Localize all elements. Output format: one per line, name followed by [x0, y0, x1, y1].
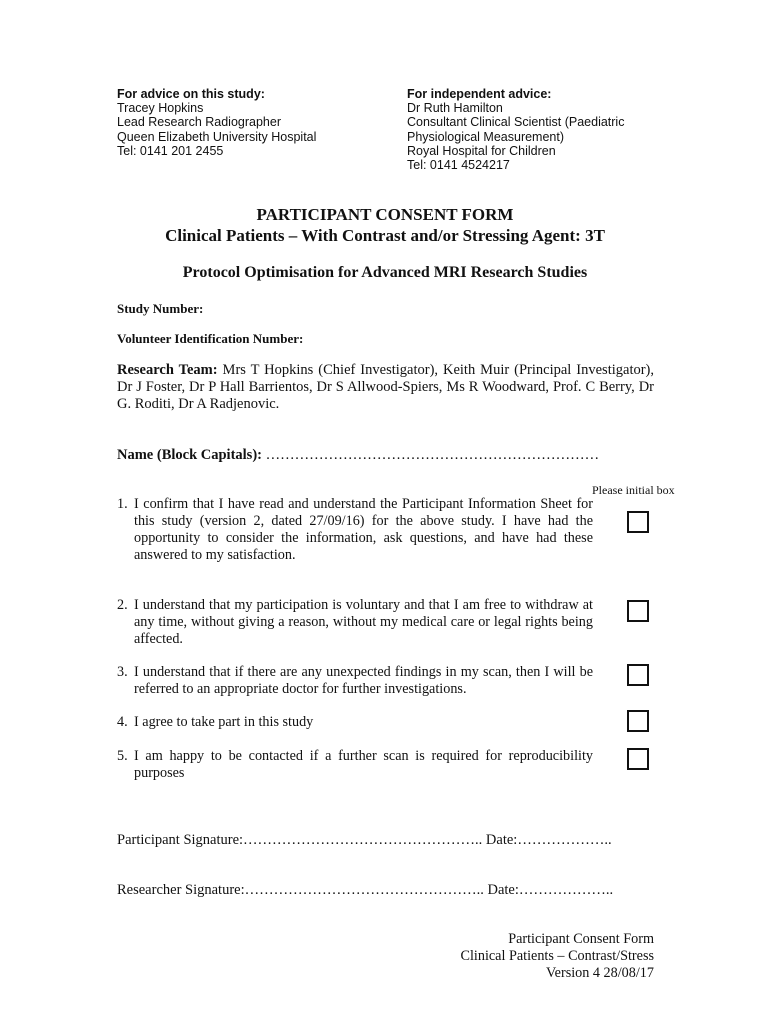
- initial-box-1[interactable]: [627, 511, 649, 533]
- researcher-signature-line[interactable]: Researcher Signature:………………………………………….. Date:………………..: [117, 882, 614, 898]
- independent-contact-role-cont: Physiological Measurement): [407, 129, 565, 144]
- research-team-members: Mrs T Hopkins (Chief Investigator), Keith Muir (Principal Investigator), Dr J Foster, Dr P Hall Barrientos, Dr S Allwood-Spiers, Ms R Woodward, Prof. C Berry, Dr G. Roditi, Dr A Radjenovic.: [117, 362, 655, 412]
- consent-item-number: 4.: [117, 714, 128, 730]
- independent-contact-heading: For independent advice:: [407, 87, 552, 101]
- consent-item-text: I confirm that I have read and understand the Participant Information Sheet for this study (version 2, dated 27/09/16) for the above study. I have had the opportunity to consider the information, ask questions, and have had these answered to my satisfaction.: [134, 496, 593, 563]
- consent-item-number: 3.: [117, 664, 128, 680]
- study-contact-hospital: Queen Elizabeth University Hospital: [117, 129, 317, 144]
- initial-box-5[interactable]: [627, 748, 649, 770]
- initial-box-2[interactable]: [627, 600, 649, 622]
- initial-box-4[interactable]: [627, 710, 649, 732]
- volunteer-id-label: Volunteer Identification Number:: [117, 331, 304, 346]
- study-contact-phone: Tel: 0141 201 2455: [117, 143, 224, 158]
- independent-contact-phone: Tel: 0141 4524217: [407, 158, 510, 173]
- study-number-label: Study Number:: [117, 301, 204, 316]
- consent-item-5: [117, 748, 593, 782]
- consent-item-text: I am happy to be contacted if a further scan is required for reproducibility purposes: [134, 748, 593, 781]
- consent-item-text: I agree to take part in this study: [134, 714, 314, 730]
- name-field[interactable]: [117, 447, 599, 464]
- consent-item-4: [117, 714, 593, 731]
- initial-box-3[interactable]: [627, 664, 649, 686]
- study-contact-role: Lead Research Radiographer: [117, 115, 281, 130]
- consent-item-number: 2.: [117, 597, 128, 613]
- name-label: Name (Block Capitals):: [117, 447, 262, 463]
- consent-item-3: [117, 664, 593, 698]
- footer-version: Version 4 28/08/17: [546, 965, 654, 981]
- consent-item-1: [117, 496, 593, 564]
- consent-item-text: I understand that if there are any unexpected findings in my scan, then I will be referred to an appropriate doctor for further investigations.: [134, 664, 593, 697]
- form-title: PARTICIPANT CONSENT FORM: [256, 205, 514, 224]
- research-team-label: Research Team:: [117, 362, 218, 378]
- research-team: [117, 362, 654, 413]
- independent-contact-name: Dr Ruth Hamilton: [407, 101, 503, 116]
- study-contact-name: Tracey Hopkins: [117, 101, 204, 116]
- consent-item-number: 1.: [117, 496, 128, 512]
- participant-signature-line[interactable]: Participant Signature:………………………………………….. Date:………………..: [117, 832, 612, 848]
- name-input-dots[interactable]: ……………………………………………………………: [265, 447, 600, 463]
- consent-item-text: I understand that my participation is voluntary and that I am free to withdraw at any time, without giving a reason, without my medical care or legal rights being affected.: [134, 597, 593, 647]
- study-contact-block: [117, 87, 387, 158]
- independent-contact-hospital: Royal Hospital for Children: [407, 143, 556, 158]
- independent-contact-block: [407, 87, 677, 172]
- form-subtitle: Clinical Patients – With Contrast and/or Stressing Agent: 3T: [165, 226, 605, 245]
- document-footer: [461, 931, 655, 982]
- footer-doc-name: Participant Consent Form: [508, 931, 654, 947]
- footer-doc-type: Clinical Patients – Contrast/Stress: [460, 948, 654, 964]
- study-contact-heading: For advice on this study:: [117, 87, 265, 101]
- study-title: Protocol Optimisation for Advanced MRI Research Studies: [182, 264, 588, 281]
- initial-box-hint: Please initial box: [592, 483, 675, 497]
- consent-item-number: 5.: [117, 748, 128, 764]
- independent-contact-role: Consultant Clinical Scientist (Paediatric: [407, 115, 625, 130]
- consent-item-2: [117, 597, 593, 648]
